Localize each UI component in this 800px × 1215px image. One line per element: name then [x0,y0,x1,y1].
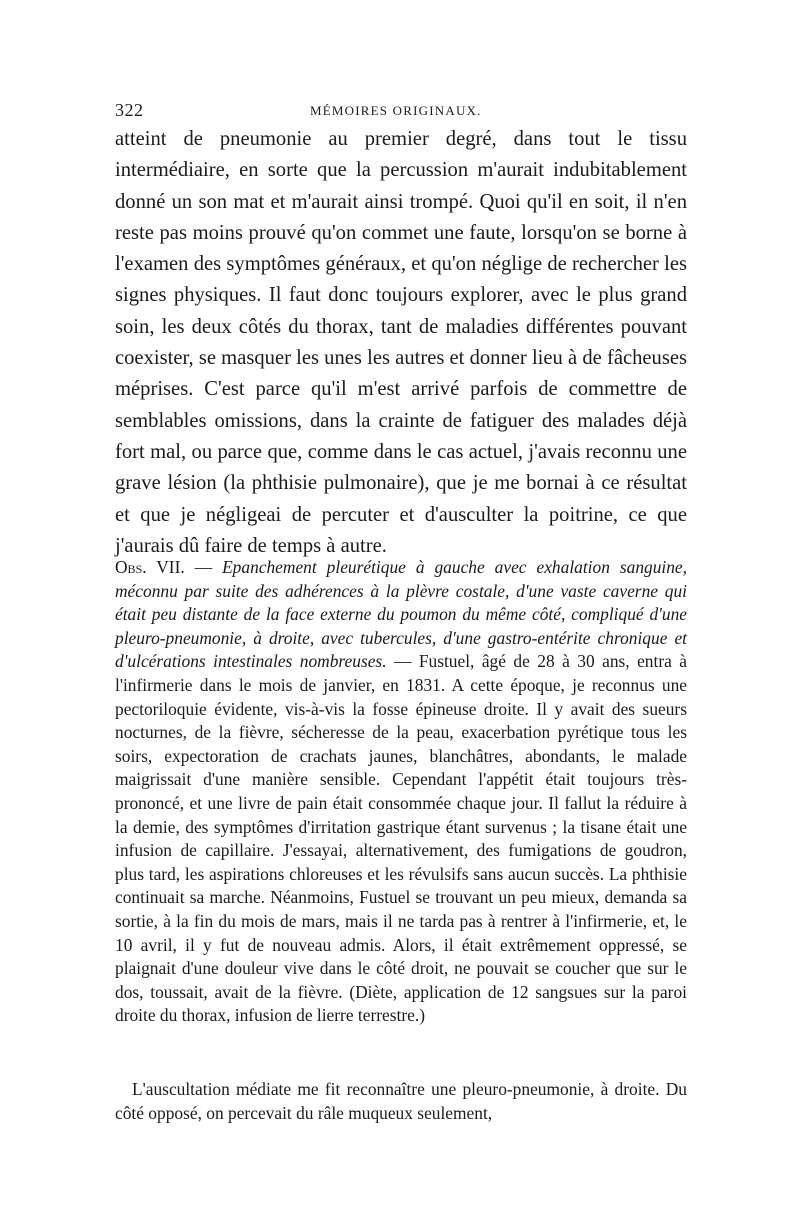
running-head-title: MÉMOIRES ORIGINAUX. [310,103,482,118]
observation-title: Epanchement pleurétique à gauche avec exhalation sanguine, méconnu par suite des adhérences à la plèvre costale, d'une vaste caverne qui était peu distante de la face externe du poumon du même côté, compliqué d'une pleuro-pneumonie, à droite, avec tubercules, d'une gastro-entérite chronique et d'ulcérations intestinales nombreuses. [115,557,688,672]
running-head [115,100,685,126]
observation-dash: — [184,557,223,577]
page-number: 322 [115,100,144,120]
observation-vii [115,556,687,1028]
observation-text: — Fustuel, âgé de 28 à 30 ans, entra à l'infirmerie dans le mois de janvier, en 1831. A cette époque, je reconnus une pectoriloquie évidente, vis-à-vis la fosse épineuse droite. Il y avait des sueurs nocturnes, de la fièvre, sécheresse de la peau, exacerbation pyrétique tous les soirs, expectoration de crachats jaunes, blanchâtres, abondants, le malade maigrissait d'une manière sensible. Cependant l'appétit était toujours très-prononcé, et une livre de pain était consommée chaque jour. Il fallut la réduire à la demie, des symptômes d'irritation gastrique étant survenus ; la tisane était une infusion de capillaire. J'essayai, alternativement, des fumigations de goudron, plus tard, les aspirations chloreuses et les révulsifs sans aucun succès. La phthisie continuait sa marche. Néanmoins, Fustuel se trouvant un peu mieux, demanda sa sortie, à la fin du mois de mars, mais il ne tarda pas à rentrer à l'infirmerie, et, le 10 avril, il y fut de nouveau admis. Alors, il était extrêmement oppressé, se plaignait d'une douleur vive dans le côté droit, ne pouvait se coucher que sur le dos, toussait, avait de la fièvre. (Diète, application de 12 sangsues sur la paroi droite du thorax, infusion de lierre terrestre.) [115,651,687,1026]
paragraph-1: atteint de pneumonie au premier degré, dans tout le tissu intermédiaire, en sorte que la percussion m'aurait indubitablement donné un son mat et m'aurait ainsi trompé. Quoi qu'il en soit, il n'en reste pas moins prouvé qu'on commet une faute, lorsqu'on se borne à l'examen des symptômes généraux, et qu'on néglige de rechercher les signes physiques. Il faut donc toujours explorer, avec le plus grand soin, les deux côtés du thorax, tant de maladies différentes pouvant coexister, se masquer les unes les autres et donner lieu à de fâcheuses méprises. C'est parce qu'il m'est arrivé parfois de commettre de semblables omissions, dans la crainte de fatiguer des malades déjà fort mal, ou parce que, comme dans le cas actuel, j'avais reconnu une grave lésion (la phthisie pulmonaire), que je me bornai à ce résultat et que je négligeai de percuter et d'ausculter la poitrine, ce que j'aurais dû faire de temps à autre. [115,128,687,557]
observation-label: Obs. VII. [115,557,185,577]
paragraph-3: L'auscultation médiate me fit reconnaître une pleuro-pneumonie, à droite. Du côté opposé, on percevait du râle muqueux seulement, [115,1079,687,1123]
